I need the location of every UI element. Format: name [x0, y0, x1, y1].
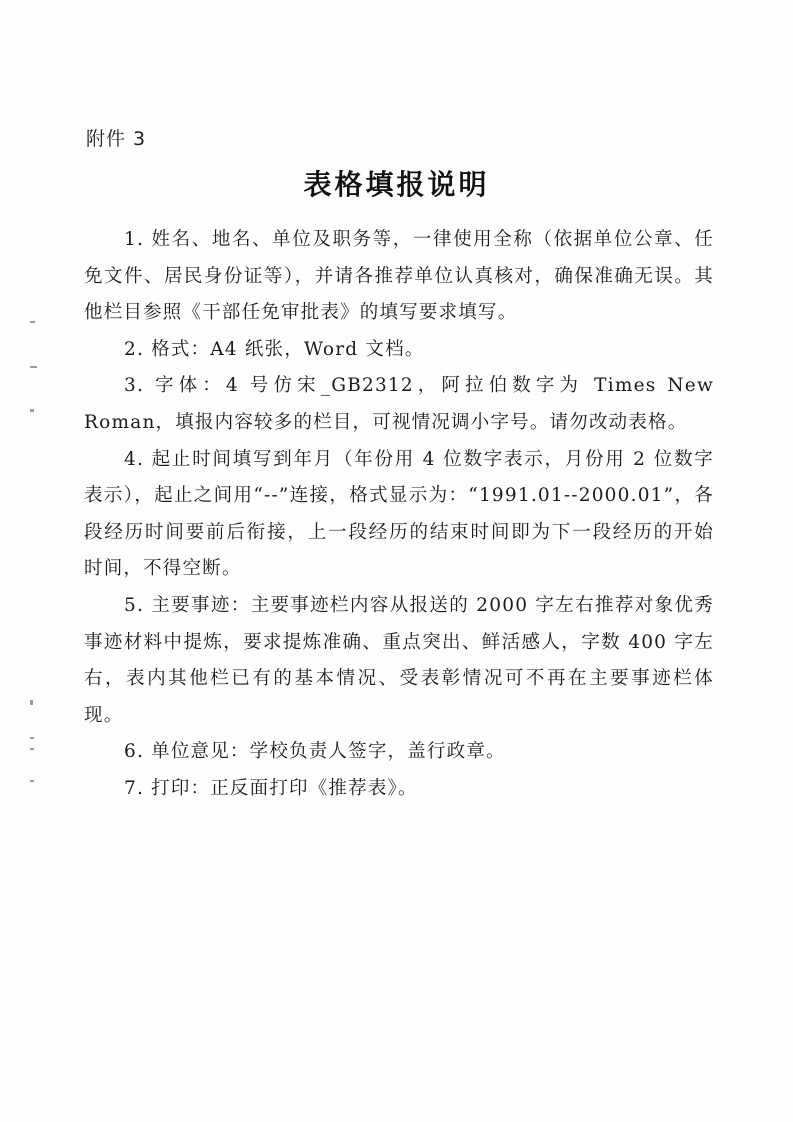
margin-mark [30, 321, 35, 323]
document-title: 表格填报说明 [303, 168, 490, 201]
instruction-paragraph-5: 5. 主要事迹：主要事迹栏内容从报送的 2000 字左右推荐对象优秀事迹材料中提炼，要求提炼准确、重点突出、鲜活感人，字数 400 字左右，表内其他栏已有的基本情况、受表彰情况可不再在主要事迹栏体现。 [84, 594, 714, 726]
margin-mark [30, 737, 34, 739]
instruction-paragraph-3: 3. 字体：4 号仿宋_GB2312，阿拉伯数字为 Times New Roman，填报内容较多的栏目，可视情况调小字号。请勿改动表格。 [84, 375, 714, 433]
instruction-paragraph-2: 2. 格式：A4 纸张，Word 文档。 [124, 338, 425, 360]
margin-mark [30, 700, 33, 705]
instructions-body [84, 222, 714, 808]
margin-mark [30, 409, 34, 412]
instruction-paragraph-4: 4. 起止时间填写到年月（年份用 4 位数字表示，月份用 2 位数字表示），起止之间用“--”连接，格式显示为：“1991.01--2000.01”，各段经历时间要前后衔接，上一段经历的结束时间即为下一段经历的开始时间，不得空断。 [84, 448, 714, 580]
margin-mark [30, 748, 34, 750]
instruction-paragraph-1: 1. 姓名、地名、单位及职务等，一律使用全称（依据单位公章、任免文件、居民身份证等），并请各推荐单位认真核对，确保准确无误。其他栏目参照《干部任免审批表》的填写要求填写。 [84, 229, 714, 324]
margin-mark [30, 780, 34, 782]
attachment-label: 附件 3 [86, 128, 147, 150]
margin-mark [30, 366, 37, 368]
instruction-paragraph-6: 6. 单位意见：学校负责人签字，盖行政章。 [124, 741, 506, 763]
instruction-paragraph-7: 7. 打印：正反面打印《推荐表》。 [124, 777, 418, 799]
